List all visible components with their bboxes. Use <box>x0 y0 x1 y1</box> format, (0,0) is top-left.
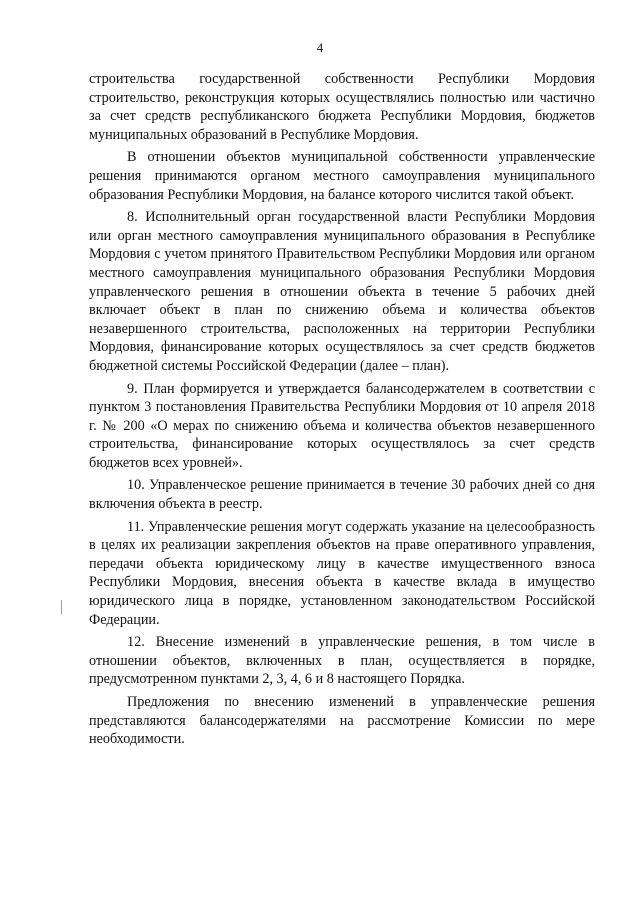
paragraph-item-11: 11. Управленческие решения могут содержать указание на целесообразность в целях их реализации закрепления объектов на праве оперативного управления, передачи объекта юридическому лицу в качестве имущественного взноса Республики Мордовия, внесения объекта в качестве вклада в имущество юридического лица в порядке, установленном законодательством Российской Федерации. <box>89 518 595 628</box>
paragraph-item-8: 8. Исполнительный орган государственной власти Республики Мордовия или орган местного самоуправления муниципального образования в Республике Мордовия с учетом принятого Правительством Республики Мордовия или органом местного самоуправления муниципального образования Республики Мордовия управленческого решения в отношении объекта в течение 5 рабочих дней включает объект в план по снижению объема и количества объектов незавершенного строительства, расположенных на территории Республики Мордовия, финансирование которых осуществлялось за счет средств бюджетов бюджетной системы Российской Федерации (далее – план). <box>89 209 595 374</box>
paragraph-proposals: Предложения по внесению изменений в управленческие решения представляются балансодержателями на рассмотрение Комиссии по мере необходимости. <box>89 694 595 748</box>
paragraph-item-12: 12. Внесение изменений в управленческие решения, в том числе в отношении объектов, включенных в план, осуществляется в порядке, предусмотренном пунктами 2, 3, 4, 6 и 8 настоящего Порядка. <box>89 634 595 688</box>
paragraph-item-9: 9. План формируется и утверждается балансодержателем в соответствии с пунктом 3 постановления Правительства Республики Мордовия от 10 апреля 2018 г. № 200 «О мерах по снижению объема и количества объектов незавершенного строительства, финансирование которых осуществлялось за счет средств бюджетов всех уровней». <box>89 380 595 471</box>
page-number: 4 <box>316 40 324 55</box>
document-body <box>89 70 595 749</box>
paragraph-item-10: 10. Управленческое решение принимается в течение 30 рабочих дней со дня включения объекта в реестр. <box>89 477 595 513</box>
margin-mark <box>61 600 62 614</box>
paragraph-continuation: строительства государственной собственности Республики Мордовия строительство, реконструкция которых осуществлялись полностью или частично за счет средств республиканского бюджета Республики Мордовия, бюджетов муниципальных образований в Республике Мордовия. <box>89 71 595 143</box>
paragraph-municipal-property: В отношении объектов муниципальной собственности управленческие решения принимаются органом местного самоуправления муниципального образования Республики Мордовия, на балансе которого числится такой объект. <box>89 149 595 203</box>
